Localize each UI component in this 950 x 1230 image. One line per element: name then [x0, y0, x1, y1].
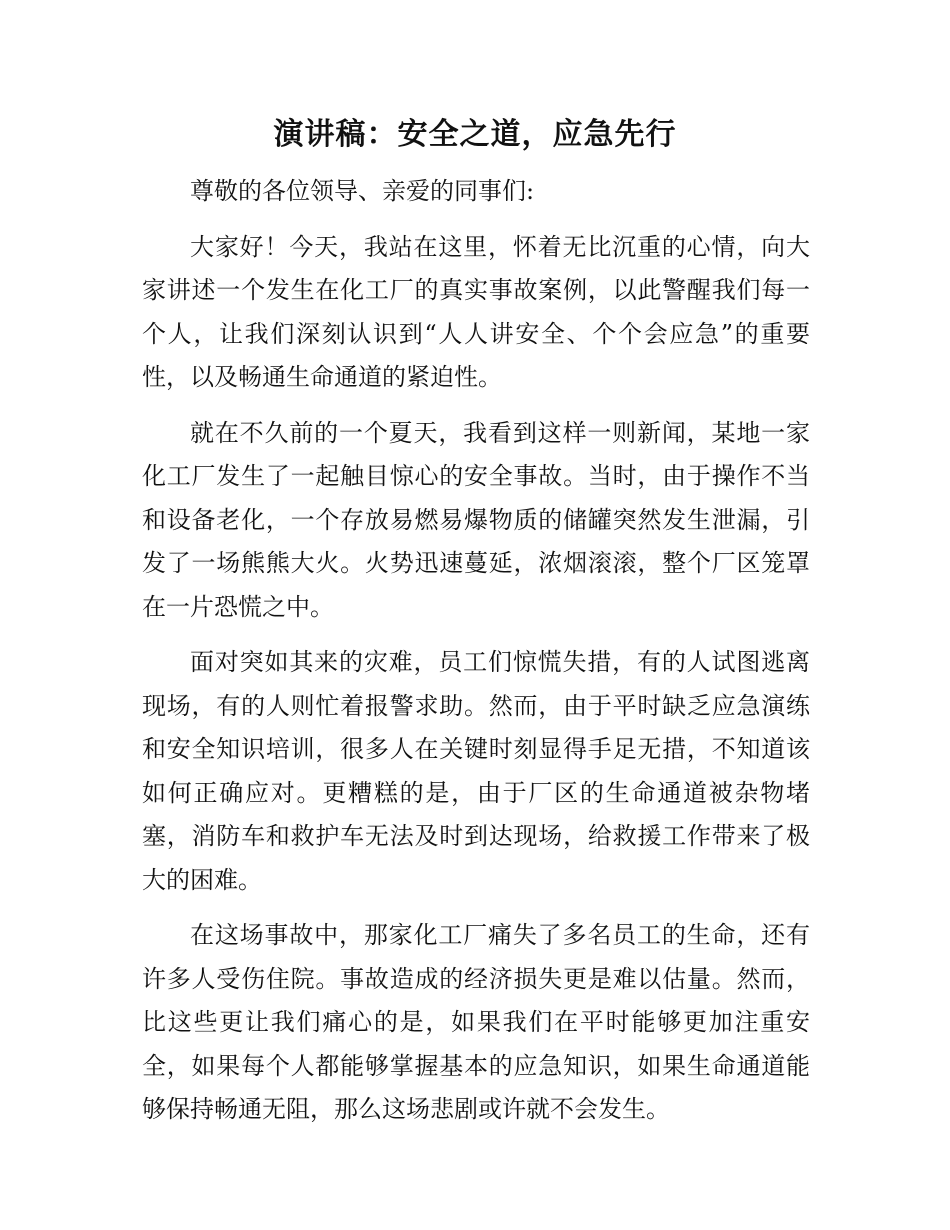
salutation: 尊敬的各位领导、亲爱的同事们: — [190, 177, 535, 205]
document-title: 演讲稿：安全之道，应急先行 — [273, 117, 677, 152]
paragraph-2: 就在不久前的一个夏天，我看到这样一则新闻，某地一家化工厂发生了一起触目惊心的安全事故。当时，由于操作不当和设备老化，一个存放易燃易爆物质的储罐突然发生泄漏，引发了一场熊熊大火。火势迅速蔓延，浓烟滚滚，整个厂区笼罩在一片恐慌之中。 — [142, 418, 810, 621]
paragraph-4: 在这场事故中，那家化工厂痛失了多名员工的生命，还有许多人受伤住院。事故造成的经济损失更是难以估量。然而，比这些更让我们痛心的是，如果我们在平时能够更加注重安全，如果每个人都能够掌握基本的应急知识，如果生命通道能够保持畅通无阻，那么这场悲剧或许就不会发生。 — [142, 921, 810, 1123]
paragraph-1: 大家好！今天，我站在这里，怀着无比沉重的心情，向大家讲述一个发生在化工厂的真实事故案例，以此警醒我们每一个人，让我们深刻认识到“人人讲安全、个个会应急”的重要性，以及畅通生命通道的紧迫性。 — [142, 232, 810, 391]
document-body — [142, 170, 810, 1144]
paragraph-3: 面对突如其来的灾难，员工们惊慌失措，有的人试图逃离现场，有的人则忙着报警求助。然而，由于平时缺乏应急演练和安全知识培训，很多人在关键时刻显得手足无措，不知道该如何正确应对。更糟糕的是，由于厂区的生命通道被杂物堵塞，消防车和救护车无法及时到达现场，给救援工作带来了极大的困难。 — [142, 648, 810, 894]
